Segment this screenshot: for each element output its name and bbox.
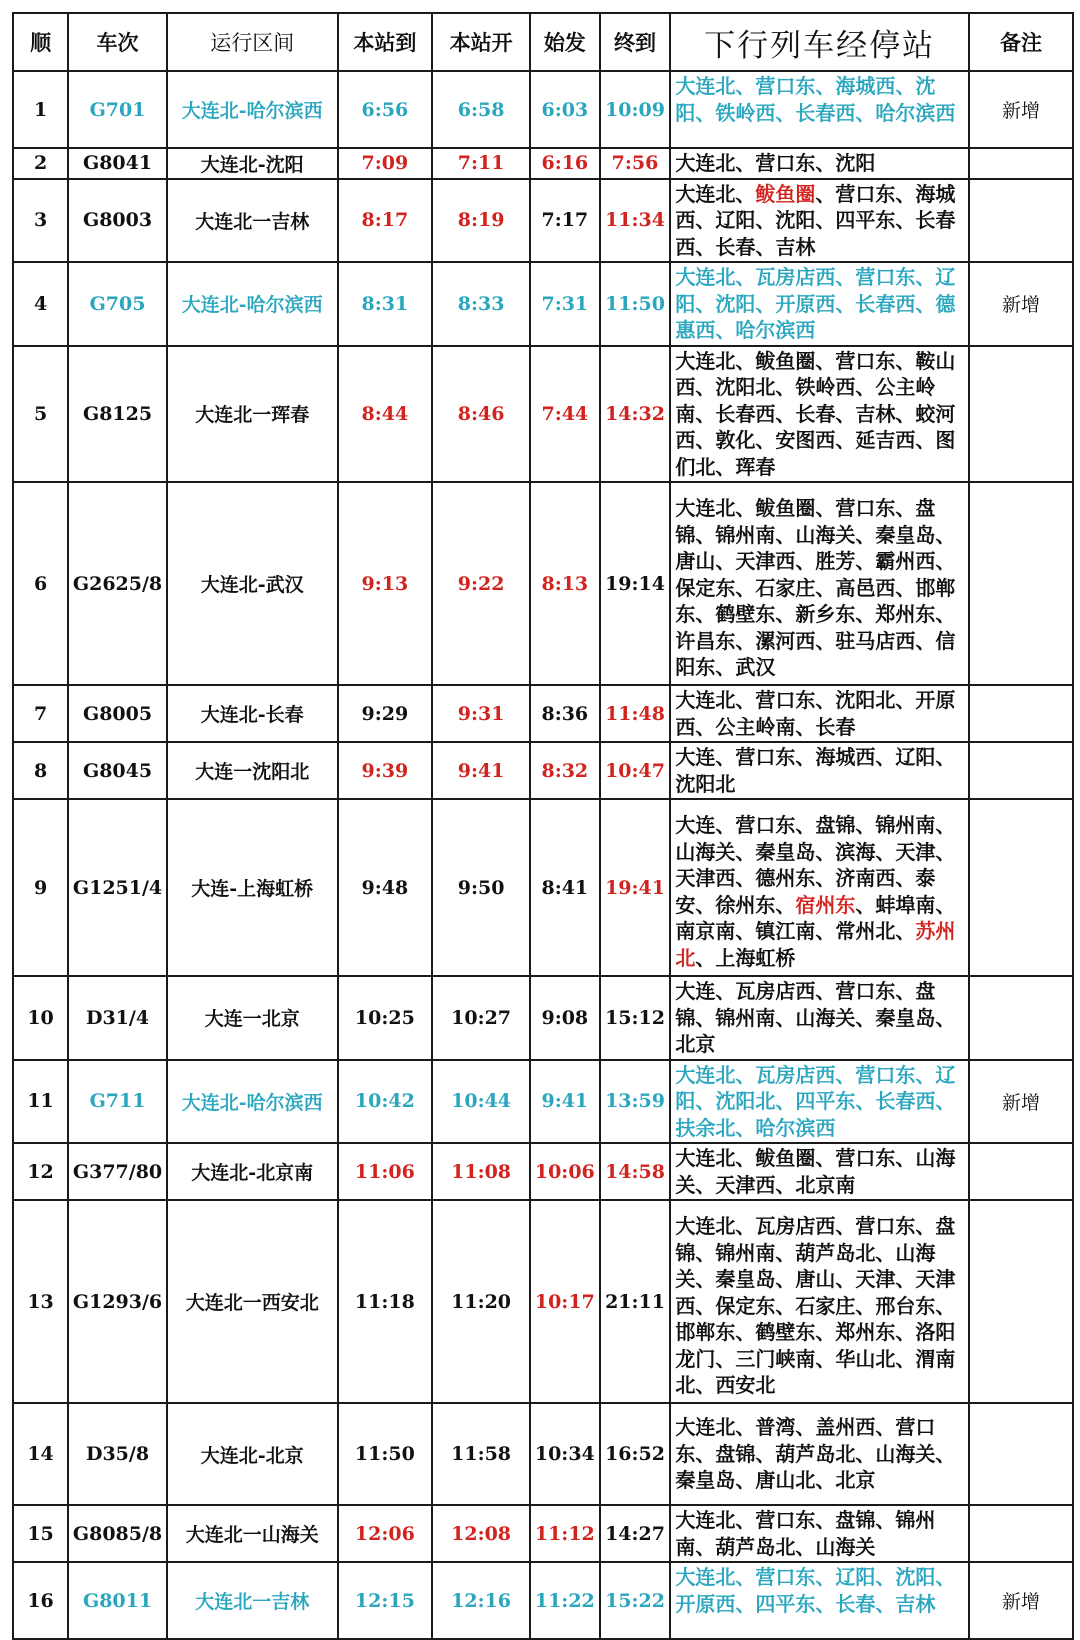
origin-departure-cell: 7:17: [530, 179, 600, 263]
train-number-cell: G8041: [68, 148, 167, 179]
train-number-cell: G2625/8: [68, 482, 167, 685]
seq-cell: 7: [13, 685, 68, 742]
origin-departure-cell: 11:12: [530, 1505, 600, 1562]
header-stops: 下行列车经停站: [670, 13, 969, 71]
origin-departure-cell: 6:03: [530, 71, 600, 148]
table-row: [13, 179, 1073, 263]
route-cell: 大连北-沈阳: [167, 148, 338, 179]
remark-cell: [969, 685, 1073, 742]
origin-departure-cell: 10:06: [530, 1143, 600, 1200]
header-arrive: 本站到: [338, 13, 433, 71]
seq-cell: 11: [13, 1060, 68, 1144]
stops-text: 、蚌埠南、南京南、镇江南、常州北、: [675, 892, 956, 943]
arrive-cell: 9:48: [338, 799, 433, 976]
depart-cell: 8:46: [432, 346, 530, 483]
terminal-arrival-cell: 11:48: [600, 685, 671, 742]
depart-cell: 11:20: [432, 1200, 530, 1403]
origin-departure-cell: 11:22: [530, 1562, 600, 1639]
header-origin-departure: 始发: [530, 13, 600, 71]
arrive-cell: 12:15: [338, 1562, 433, 1639]
table-row: [13, 1403, 1073, 1505]
seq-cell: 13: [13, 1200, 68, 1403]
table-row: [13, 71, 1073, 148]
arrive-cell: 7:09: [338, 148, 433, 179]
depart-cell: 9:22: [432, 482, 530, 685]
arrive-cell: 10:25: [338, 976, 433, 1060]
arrive-cell: 8:17: [338, 179, 433, 263]
header-terminal-arrival: 终到: [600, 13, 671, 71]
terminal-arrival-cell: 11:50: [600, 262, 671, 346]
terminal-arrival-cell: 14:27: [600, 1505, 671, 1562]
table-row: [13, 1143, 1073, 1200]
stops-highlight: 宿州东: [795, 892, 856, 917]
remark-cell: [969, 1143, 1073, 1200]
origin-departure-cell: 8:41: [530, 799, 600, 976]
train-number-cell: G8005: [68, 685, 167, 742]
table-row: [13, 799, 1073, 976]
origin-departure-cell: 7:44: [530, 346, 600, 483]
train-number-cell: G8011: [68, 1562, 167, 1639]
origin-departure-cell: 8:32: [530, 742, 600, 799]
header-depart: 本站开: [432, 13, 530, 71]
stops-text: 、上海虹桥: [695, 945, 796, 970]
route-cell: 大连北-北京: [167, 1403, 338, 1505]
depart-cell: 6:58: [432, 71, 530, 148]
train-number-cell: D31/4: [68, 976, 167, 1060]
origin-departure-cell: 7:31: [530, 262, 600, 346]
route-cell: 大连一北京: [167, 976, 338, 1060]
seq-cell: 3: [13, 179, 68, 263]
depart-cell: 7:11: [432, 148, 530, 179]
terminal-arrival-cell: 14:32: [600, 346, 671, 483]
table-row: [13, 742, 1073, 799]
train-number-cell: G8045: [68, 742, 167, 799]
origin-departure-cell: 9:08: [530, 976, 600, 1060]
stops-cell: [670, 179, 969, 263]
train-number-cell: G1251/4: [68, 799, 167, 976]
train-number-cell: G8003: [68, 179, 167, 263]
table-row: [13, 346, 1073, 483]
table-row: [13, 1562, 1073, 1639]
origin-departure-cell: 8:36: [530, 685, 600, 742]
header-route: 运行区间: [167, 13, 338, 71]
stops-cell: [670, 799, 969, 976]
arrive-cell: 9:39: [338, 742, 433, 799]
stops-cell: 大连、瓦房店西、营口东、盘锦、锦州南、山海关、秦皇岛、北京: [670, 976, 969, 1060]
route-cell: 大连北一珲春: [167, 346, 338, 483]
remark-cell: [969, 1200, 1073, 1403]
arrive-cell: 6:56: [338, 71, 433, 148]
stops-cell: 大连、营口东、海城西、辽阳、沈阳北: [670, 742, 969, 799]
seq-cell: 2: [13, 148, 68, 179]
stops-cell: 大连北、营口东、沈阳: [670, 148, 969, 179]
terminal-arrival-cell: 19:14: [600, 482, 671, 685]
stops-cell: 大连北、瓦房店西、营口东、辽阳、沈阳北、四平东、长春西、扶余北、哈尔滨西: [670, 1060, 969, 1144]
terminal-arrival-cell: 10:47: [600, 742, 671, 799]
route-cell: 大连北一西安北: [167, 1200, 338, 1403]
terminal-arrival-cell: 15:22: [600, 1562, 671, 1639]
terminal-arrival-cell: 19:41: [600, 799, 671, 976]
train-number-cell: G377/80: [68, 1143, 167, 1200]
train-timetable: [12, 12, 1074, 1640]
train-number-cell: G8085/8: [68, 1505, 167, 1562]
origin-departure-cell: 6:16: [530, 148, 600, 179]
route-cell: 大连北一山海关: [167, 1505, 338, 1562]
remark-cell: [969, 1505, 1073, 1562]
arrive-cell: 9:13: [338, 482, 433, 685]
remark-cell: [969, 179, 1073, 263]
stops-cell: 大连北、鲅鱼圈、营口东、盘锦、锦州南、山海关、秦皇岛、唐山、天津西、胜芳、霸州西、保定东、石家庄、高邑西、邯郸东、鹤壁东、新乡东、郑州东、许昌东、漯河西、驻马店西、信阳东、武汉: [670, 482, 969, 685]
header-row: [13, 13, 1073, 71]
table-row: [13, 148, 1073, 179]
stops-text: 大连、营口东、盘锦、锦州南、山海关、秦皇岛、滨海、天津、天津西、德州东、济南西、泰安、徐州东、: [675, 813, 956, 917]
route-cell: 大连北-哈尔滨西: [167, 262, 338, 346]
table-row: [13, 482, 1073, 685]
remark-cell: [969, 799, 1073, 976]
stops-highlight: 苏州北: [675, 919, 956, 970]
stops-cell: 大连北、瓦房店西、营口东、辽阳、沈阳、开原西、长春西、德惠西、哈尔滨西: [670, 262, 969, 346]
stops-cell: 大连北、鲅鱼圈、营口东、山海关、天津西、北京南: [670, 1143, 969, 1200]
route-cell: 大连北-哈尔滨西: [167, 1060, 338, 1144]
train-number-cell: G1293/6: [68, 1200, 167, 1403]
depart-cell: 9:41: [432, 742, 530, 799]
train-number-cell: G701: [68, 71, 167, 148]
stops-cell: 大连北、瓦房店西、营口东、盘锦、锦州南、葫芦岛北、山海关、秦皇岛、唐山、天津、天津西、保定东、石家庄、邢台东、邯郸东、鹤壁东、郑州东、洛阳龙门、三门峡南、华山北、渭南北、西安北: [670, 1200, 969, 1403]
seq-cell: 10: [13, 976, 68, 1060]
remark-cell: 新增: [969, 262, 1073, 346]
depart-cell: 8:33: [432, 262, 530, 346]
depart-cell: 12:08: [432, 1505, 530, 1562]
depart-cell: 11:08: [432, 1143, 530, 1200]
arrive-cell: 11:06: [338, 1143, 433, 1200]
train-number-cell: G711: [68, 1060, 167, 1144]
route-cell: 大连-上海虹桥: [167, 799, 338, 976]
arrive-cell: 12:06: [338, 1505, 433, 1562]
remark-cell: [969, 976, 1073, 1060]
stops-cell: 大连北、营口东、海城西、沈阳、铁岭西、长春西、哈尔滨西: [670, 71, 969, 148]
route-cell: 大连一沈阳北: [167, 742, 338, 799]
route-cell: 大连北-北京南: [167, 1143, 338, 1200]
header-train: 车次: [68, 13, 167, 71]
route-cell: 大连北一吉林: [167, 1562, 338, 1639]
remark-cell: [969, 148, 1073, 179]
route-cell: 大连北一吉林: [167, 179, 338, 263]
train-number-cell: G705: [68, 262, 167, 346]
table-row: [13, 1200, 1073, 1403]
seq-cell: 6: [13, 482, 68, 685]
table-row: [13, 976, 1073, 1060]
terminal-arrival-cell: 15:12: [600, 976, 671, 1060]
stops-cell: 大连北、营口东、盘锦、锦州南、葫芦岛北、山海关: [670, 1505, 969, 1562]
remark-cell: [969, 742, 1073, 799]
remark-cell: 新增: [969, 1060, 1073, 1144]
header-seq: 顺: [13, 13, 68, 71]
terminal-arrival-cell: 13:59: [600, 1060, 671, 1144]
table-row: [13, 685, 1073, 742]
seq-cell: 8: [13, 742, 68, 799]
table-row: [13, 1505, 1073, 1562]
terminal-arrival-cell: 16:52: [600, 1403, 671, 1505]
depart-cell: 11:58: [432, 1403, 530, 1505]
seq-cell: 9: [13, 799, 68, 976]
arrive-cell: 9:29: [338, 685, 433, 742]
remark-cell: 新增: [969, 1562, 1073, 1639]
depart-cell: 9:31: [432, 685, 530, 742]
seq-cell: 5: [13, 346, 68, 483]
origin-departure-cell: 10:17: [530, 1200, 600, 1403]
arrive-cell: 8:31: [338, 262, 433, 346]
terminal-arrival-cell: 14:58: [600, 1143, 671, 1200]
origin-departure-cell: 9:41: [530, 1060, 600, 1144]
seq-cell: 15: [13, 1505, 68, 1562]
stops-highlight: 鲅鱼圈: [755, 181, 816, 206]
depart-cell: 9:50: [432, 799, 530, 976]
origin-departure-cell: 10:34: [530, 1403, 600, 1505]
stops-cell: 大连北、营口东、沈阳北、开原西、公主岭南、长春: [670, 685, 969, 742]
seq-cell: 12: [13, 1143, 68, 1200]
arrive-cell: 8:44: [338, 346, 433, 483]
remark-cell: [969, 346, 1073, 483]
seq-cell: 14: [13, 1403, 68, 1505]
route-cell: 大连北-武汉: [167, 482, 338, 685]
depart-cell: 12:16: [432, 1562, 530, 1639]
header-remark: 备注: [969, 13, 1073, 71]
depart-cell: 10:44: [432, 1060, 530, 1144]
stops-text: 、营口东、海城西、辽阳、沈阳、四平东、长春西、长春、吉林: [675, 181, 956, 259]
arrive-cell: 10:42: [338, 1060, 433, 1144]
seq-cell: 1: [13, 71, 68, 148]
terminal-arrival-cell: 21:11: [600, 1200, 671, 1403]
stops-cell: 大连北、普湾、盖州西、营口东、盘锦、葫芦岛北、山海关、秦皇岛、唐山北、北京: [670, 1403, 969, 1505]
seq-cell: 4: [13, 262, 68, 346]
terminal-arrival-cell: 11:34: [600, 179, 671, 263]
origin-departure-cell: 8:13: [530, 482, 600, 685]
remark-cell: 新增: [969, 71, 1073, 148]
depart-cell: 8:19: [432, 179, 530, 263]
arrive-cell: 11:50: [338, 1403, 433, 1505]
table-row: [13, 262, 1073, 346]
seq-cell: 16: [13, 1562, 68, 1639]
remark-cell: [969, 482, 1073, 685]
stops-cell: 大连北、营口东、辽阳、沈阳、开原西、四平东、长春、吉林: [670, 1562, 969, 1639]
table-row: [13, 1060, 1073, 1144]
train-number-cell: D35/8: [68, 1403, 167, 1505]
remark-cell: [969, 1403, 1073, 1505]
terminal-arrival-cell: 7:56: [600, 148, 671, 179]
stops-cell: 大连北、鲅鱼圈、营口东、鞍山西、沈阳北、铁岭西、公主岭南、长春西、长春、吉林、蛟河西、敦化、安图西、延吉西、图们北、珲春: [670, 346, 969, 483]
depart-cell: 10:27: [432, 976, 530, 1060]
route-cell: 大连北-长春: [167, 685, 338, 742]
terminal-arrival-cell: 10:09: [600, 71, 671, 148]
route-cell: 大连北-哈尔滨西: [167, 71, 338, 148]
arrive-cell: 11:18: [338, 1200, 433, 1403]
train-number-cell: G8125: [68, 346, 167, 483]
stops-text: 大连北、: [675, 181, 756, 206]
